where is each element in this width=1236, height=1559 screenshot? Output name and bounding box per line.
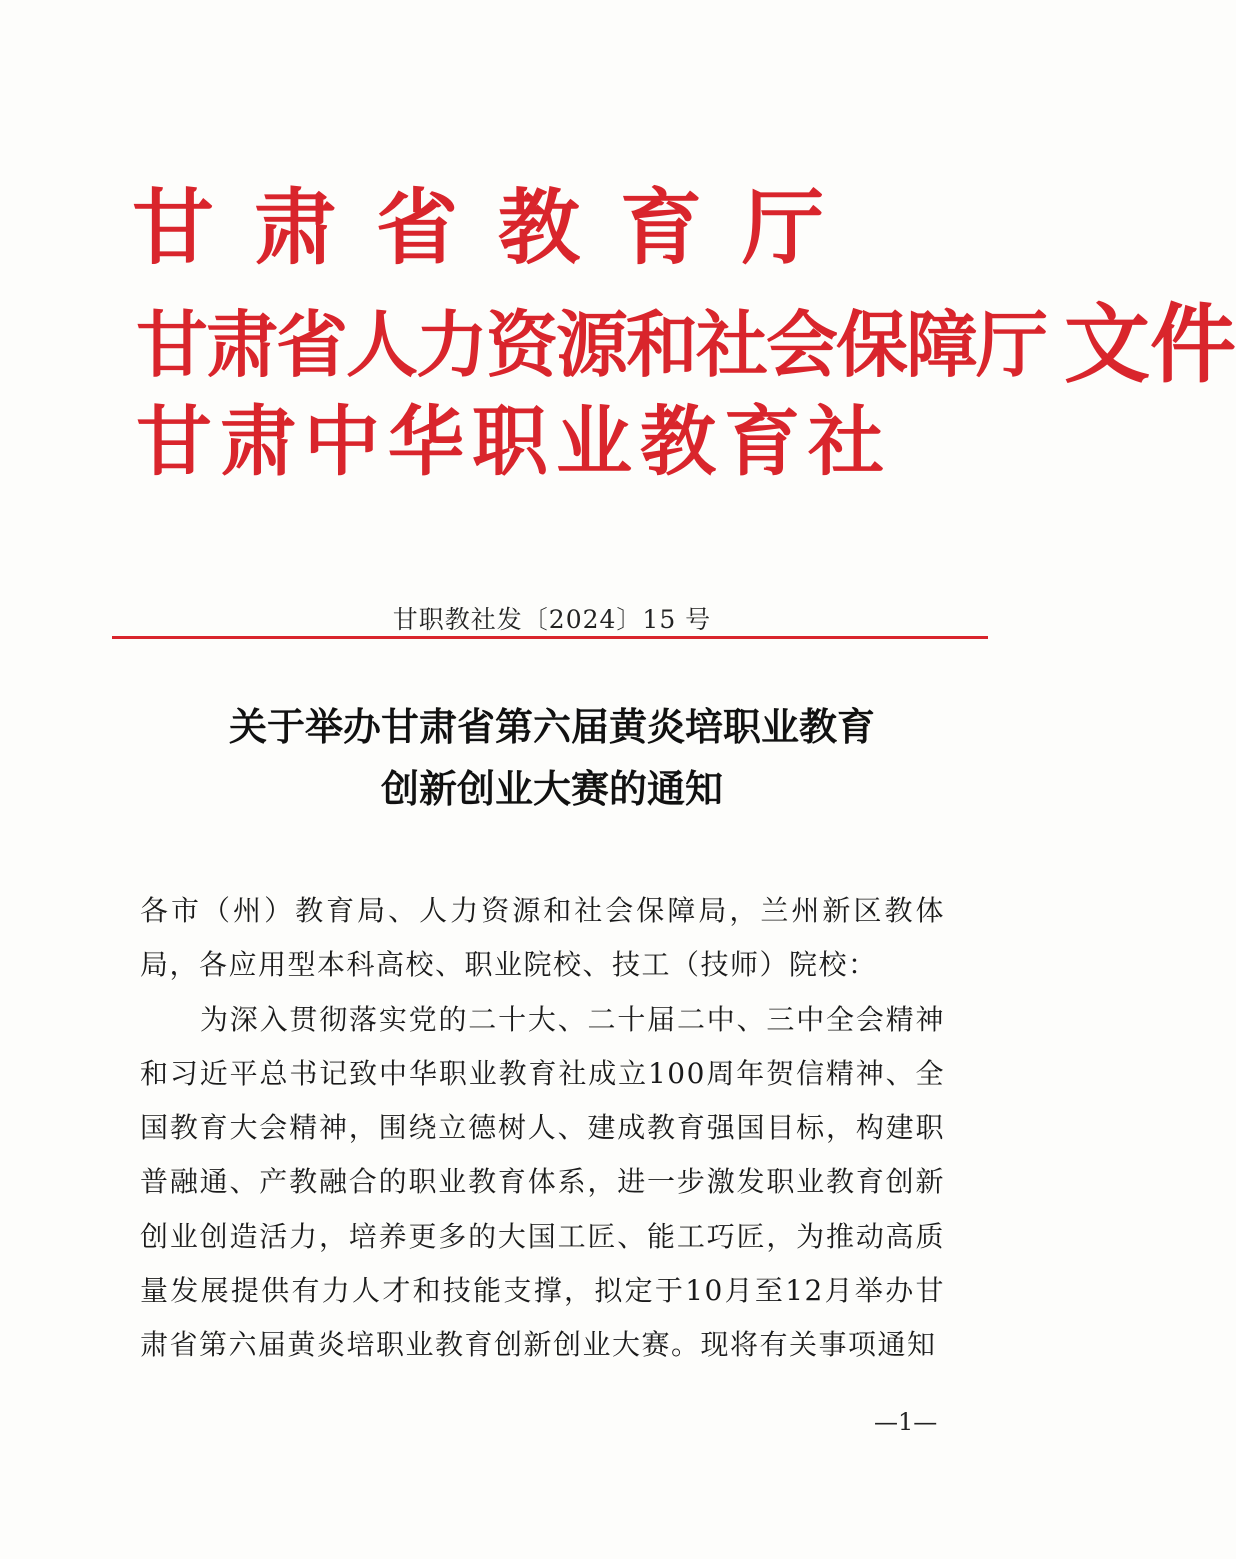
page-number: —1— [874,1408,938,1436]
document-number: 甘职教社发〔2024〕15 号 [392,605,712,634]
issuer-line-hr-dept [136,295,1236,395]
body-paragraph-1: 为深入贯彻落实党的二十大、二十届二中、三中全会精神和习近平总书记致中华职业教育社成立100周年贺信精神、全国教育大会精神，围绕立德树人、建成教育强国目标，构建职普融通、产教融合的职业教育体系，进一步激发职业教育创新创业创造活力，培养更多的大国工匠、能工巧匠，为推动高质量发展提供有力人才和技能支撑，拟定于10月至12月举办甘肃省第六届黄炎培职业教育创新创业大赛。现将有关事项通知 [140,1002,945,1362]
issuer-hr-dept-name: 甘肃省人力资源和社会保障厅 [136,303,1047,387]
document-suffix-wenjian: 文件 [1064,295,1236,395]
document-title-line-1: 关于举办甘肃省第六届黄炎培职业教育 [228,704,875,749]
document-title-line-2: 创新创业大赛的通知 [380,766,723,811]
issuer-line-education-dept: 甘肃省教育厅 [132,181,865,276]
red-divider-line [112,636,988,639]
issuer-line-vocational-society: 甘肃中华职业教育社 [136,397,892,486]
salutation: 各市（州）教育局、人力资源和社会保障局，兰州新区教体局，各应用型本科高校、职业院校、技工（技师）院校： [140,894,945,982]
document-body [140,884,945,1373]
